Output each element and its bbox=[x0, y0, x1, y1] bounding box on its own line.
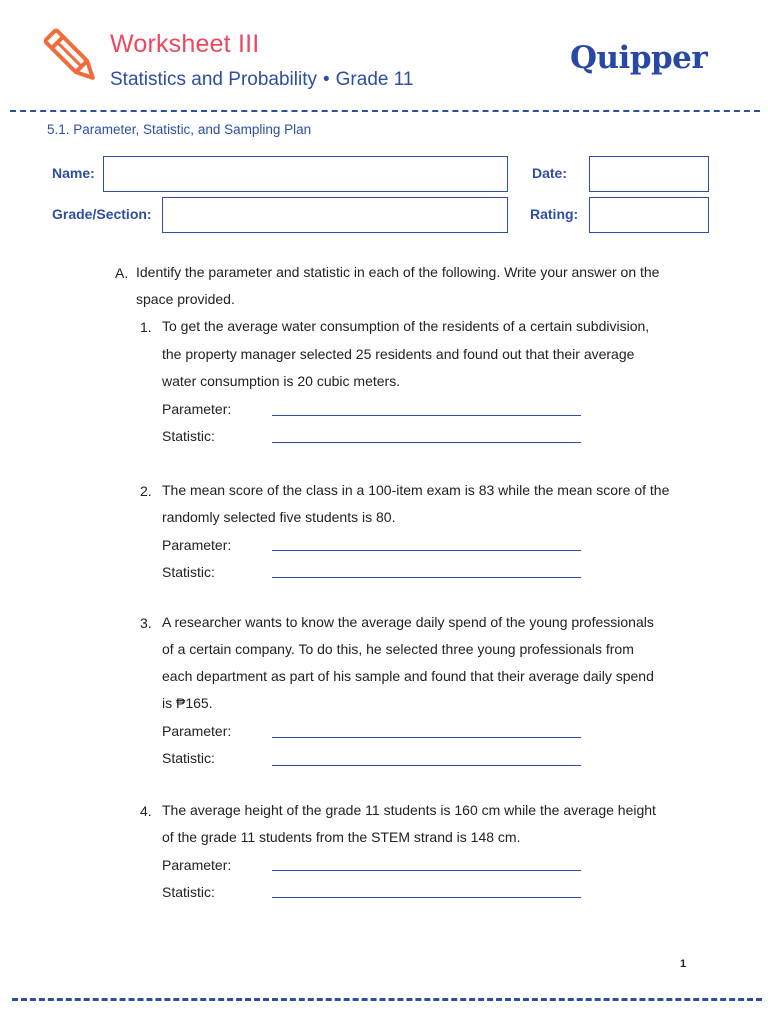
parameter-answer-line[interactable] bbox=[272, 415, 581, 416]
question-line: randomly selected five students is 80. bbox=[162, 509, 396, 525]
question-line: The average height of the grade 11 students is 160 cm while the average height bbox=[162, 802, 656, 818]
item-number: 4. bbox=[140, 803, 152, 819]
grade-section-field[interactable] bbox=[162, 197, 508, 233]
parameter-label: Parameter: bbox=[162, 857, 232, 873]
item-number: 3. bbox=[140, 615, 152, 631]
grade-text: Grade 11 bbox=[335, 69, 414, 90]
instruction-marker: A. bbox=[115, 265, 129, 281]
instruction-line: space provided. bbox=[136, 291, 235, 307]
item-number: 1. bbox=[140, 319, 152, 335]
instruction-line: Identify the parameter and statistic in each of the following. Write your answer on the bbox=[136, 264, 660, 280]
subject-text: Statistics and Probability bbox=[110, 69, 317, 90]
parameter-answer-line[interactable] bbox=[272, 737, 581, 738]
question-line: The mean score of the class in a 100-item exam is 83 while the mean score of the bbox=[162, 482, 670, 498]
rating-field[interactable] bbox=[589, 197, 709, 233]
name-label: Name: bbox=[52, 165, 95, 181]
pencil-icon bbox=[44, 28, 102, 88]
statistic-label: Statistic: bbox=[162, 750, 215, 766]
parameter-answer-line[interactable] bbox=[272, 870, 581, 871]
brand-logo: Quipper bbox=[570, 40, 708, 76]
question-line: each department as part of his sample and found that their average daily spend bbox=[162, 668, 654, 684]
date-label: Date: bbox=[532, 165, 568, 181]
top-divider bbox=[10, 110, 760, 112]
rating-label: Rating: bbox=[530, 206, 579, 222]
question-line: A researcher wants to know the average daily spend of the young professionals bbox=[162, 614, 654, 630]
question-line: is ₱165. bbox=[162, 695, 213, 711]
grade-section-label: Grade/Section: bbox=[52, 206, 152, 222]
parameter-answer-line[interactable] bbox=[272, 550, 581, 551]
parameter-label: Parameter: bbox=[162, 401, 232, 417]
parameter-label: Parameter: bbox=[162, 537, 232, 553]
page-number: 1 bbox=[680, 958, 687, 970]
question-line: of a certain company. To do this, he selected three young professionals from bbox=[162, 641, 634, 657]
date-field[interactable] bbox=[589, 156, 709, 192]
statistic-answer-line[interactable] bbox=[272, 897, 581, 898]
statistic-answer-line[interactable] bbox=[272, 577, 581, 578]
subtitle-bullet: • bbox=[323, 69, 330, 90]
bottom-divider bbox=[12, 998, 762, 1001]
statistic-label: Statistic: bbox=[162, 428, 215, 444]
section-title: 5.1. Parameter, Statistic, and Sampling Plan bbox=[47, 122, 312, 137]
question-line: water consumption is 20 cubic meters. bbox=[162, 373, 401, 389]
worksheet-title: Worksheet III bbox=[110, 30, 260, 58]
parameter-label: Parameter: bbox=[162, 723, 232, 739]
statistic-label: Statistic: bbox=[162, 564, 215, 580]
statistic-label: Statistic: bbox=[162, 884, 215, 900]
name-field[interactable] bbox=[103, 156, 508, 192]
worksheet-subtitle bbox=[110, 69, 413, 91]
question-line: the property manager selected 25 residents and found out that their average bbox=[162, 346, 635, 362]
statistic-answer-line[interactable] bbox=[272, 765, 581, 766]
item-number: 2. bbox=[140, 483, 152, 499]
question-line: To get the average water consumption of the residents of a certain subdivision, bbox=[162, 318, 650, 334]
question-line: of the grade 11 students from the STEM strand is 148 cm. bbox=[162, 829, 521, 845]
statistic-answer-line[interactable] bbox=[272, 442, 581, 443]
